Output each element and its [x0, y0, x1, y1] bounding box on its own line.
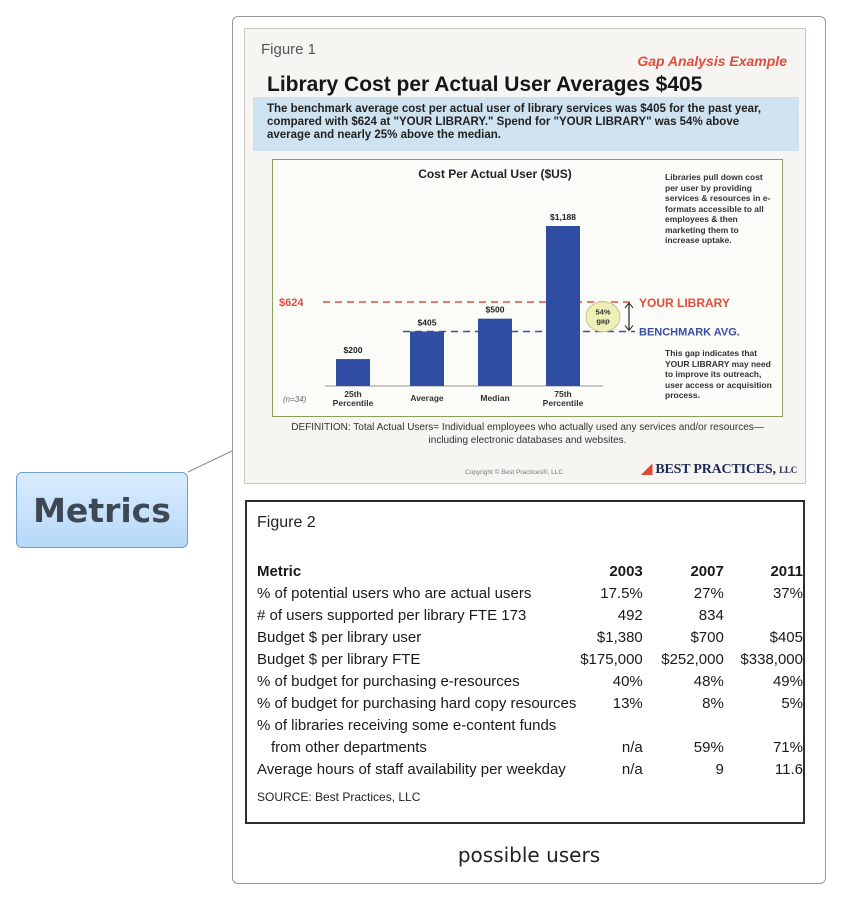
table-row — [257, 692, 803, 714]
figure-1-summary: The benchmark average cost per actual user of library services was $405 for the past year, compared with $624 at "YOUR LIBRARY." Spend for "YOUR LIBRARY" was 54% above average and nearly 25% above the median. — [253, 97, 799, 151]
metric-name-cell: Average hours of staff availability per weekday — [257, 760, 566, 778]
your-library-label: YOUR LIBRARY — [639, 295, 730, 310]
metric-name-cell: Budget $ per library user — [257, 628, 422, 646]
gap-word-label: gap — [596, 316, 610, 326]
figure-1-headline: Library Cost per Actual User Averages $405 — [267, 73, 703, 96]
column-header: 2007 — [690, 562, 724, 580]
benchmark-label: BENCHMARK AVG. — [639, 326, 740, 339]
figure-1-definition: DEFINITION: Total Actual Users= Individual employees who actually used any services and/or resources—including electronic databases and websites. — [291, 422, 764, 446]
cost-chart-frame — [272, 159, 783, 417]
topic-node-label: Metrics — [33, 490, 171, 530]
metric-value-cell — [724, 604, 803, 626]
sample-size-note: (n=34) — [283, 395, 307, 404]
figure-2-source: SOURCE: Best Practices, LLC — [257, 790, 421, 804]
figure-2-label: Figure 2 — [257, 514, 316, 531]
bar-value-label: $500 — [485, 304, 505, 315]
metric-value-cell: 834 — [698, 606, 724, 624]
logo-suffix: LLC — [779, 465, 797, 475]
metric-value-cell: $1,380 — [596, 628, 643, 646]
category-label: 25th — [344, 389, 362, 399]
metric-value-cell — [643, 714, 724, 736]
metric-value-cell: $405 — [769, 628, 803, 646]
chart-bar — [546, 226, 580, 386]
metric-name-cell: % of potential users who are actual users — [257, 584, 532, 602]
category-label: Percentile — [332, 398, 374, 408]
metric-value-cell: 9 — [715, 760, 724, 778]
metric-value-cell: 8% — [702, 694, 724, 712]
category-label: Median — [480, 393, 510, 403]
figure-1-tag: Gap Analysis Example — [637, 53, 787, 69]
table-row — [257, 648, 803, 670]
metric-name-cell: Budget $ per library FTE — [257, 650, 421, 668]
bar-value-label: $405 — [417, 317, 437, 328]
category-label: Average — [410, 393, 444, 403]
column-header: 2003 — [609, 562, 643, 580]
metric-value-cell: 17.5% — [600, 584, 643, 602]
topic-node-metrics[interactable] — [16, 472, 188, 548]
chart-bar — [336, 359, 370, 386]
best-practices-logo — [641, 461, 797, 478]
category-label: 75th — [554, 389, 572, 399]
metric-name-cell: % of budget for purchasing hard copy resources — [257, 694, 577, 712]
metric-value-cell: 13% — [612, 694, 643, 712]
metric-value-cell: n/a — [621, 760, 643, 778]
metric-value-cell — [577, 714, 643, 736]
metric-name-cell: from other departments — [271, 738, 427, 756]
logo-triangle-icon: ◢ — [641, 462, 653, 477]
bar-value-label: $200 — [343, 345, 363, 356]
table-row — [257, 604, 803, 626]
metric-value-cell: 37% — [772, 584, 803, 602]
metric-value-cell: 59% — [693, 738, 724, 756]
metric-value-cell: 49% — [772, 672, 803, 690]
metric-name-cell: % of budget for purchasing e-resources — [257, 672, 520, 690]
chart-side-note-bottom: This gap indicates that YOUR LIBRARY may need to improve its outreach, user access or acquisition process. — [665, 348, 772, 400]
table-row — [257, 758, 803, 780]
chart-bar — [478, 319, 512, 386]
column-header: 2011 — [770, 562, 803, 580]
metric-value-cell: $252,000 — [661, 650, 724, 668]
metric-value-cell: $700 — [690, 628, 724, 646]
metric-value-cell: 48% — [693, 672, 724, 690]
table-header-row — [257, 560, 803, 582]
metric-value-cell: 5% — [781, 694, 803, 712]
table-row — [257, 714, 803, 736]
metric-value-cell: 492 — [617, 606, 643, 624]
metric-name-cell: % of libraries receiving some e-content funds — [257, 716, 557, 734]
figure-1-label: Figure 1 — [261, 41, 317, 58]
card-caption: possible users — [457, 843, 601, 867]
metric-value-cell: 27% — [693, 584, 724, 602]
figure-1-image — [244, 28, 806, 484]
gap-percent-label: 54% — [595, 307, 611, 317]
figure-2-table-image — [245, 500, 805, 824]
metric-value-cell: $338,000 — [740, 650, 803, 668]
chart-bar — [410, 331, 444, 386]
chart-title: Cost Per Actual User ($US) — [418, 167, 572, 181]
table-row — [257, 670, 803, 692]
table-row — [257, 626, 803, 648]
metric-value-cell — [724, 714, 803, 736]
metrics-table — [257, 560, 803, 780]
bar-value-label: $1,188 — [550, 212, 576, 222]
metric-value-cell: 11.6 — [774, 760, 803, 778]
metric-name-cell: # of users supported per library FTE 173 — [257, 606, 527, 624]
chart-side-note-top: Libraries pull down cost per user by providing services & resources in e-formats accessible to all employees & then marketing them to increase uptake. — [665, 172, 771, 245]
logo-text: BEST PRACTICES, — [655, 462, 776, 477]
metric-value-cell: 71% — [772, 738, 803, 756]
table-row — [257, 582, 803, 604]
column-header: Metric — [257, 562, 302, 580]
figure-1-copyright: Copyright © Best Practices®, LLC — [465, 469, 564, 476]
your-library-value-label: $624 — [279, 296, 304, 309]
metric-value-cell: 40% — [612, 672, 643, 690]
category-label: Percentile — [542, 398, 584, 408]
metric-value-cell: n/a — [621, 738, 643, 756]
table-row — [257, 736, 803, 758]
metric-value-cell: $175,000 — [580, 650, 643, 668]
